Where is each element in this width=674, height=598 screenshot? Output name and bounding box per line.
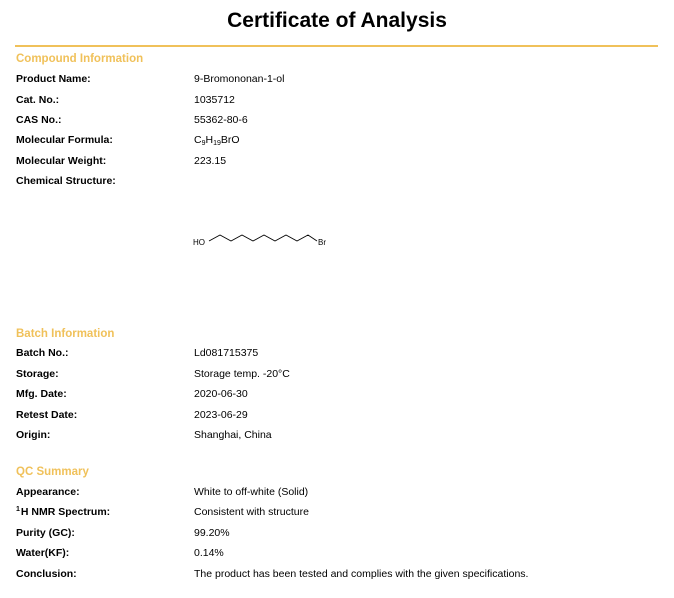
molecular-weight-label: Molecular Weight: — [16, 155, 107, 167]
cas-no-value: 55362-80-6 — [194, 114, 248, 126]
nmr-label — [16, 506, 110, 518]
product-name-label: Product Name: — [16, 73, 91, 85]
page-title: Certificate of Analysis — [227, 9, 447, 32]
retest-date-label: Retest Date: — [16, 409, 78, 421]
water-row — [16, 547, 656, 563]
formula-carbon: C — [194, 134, 202, 146]
batch-no-value: Ld081715375 — [194, 347, 259, 359]
mfg-date-value: 2020-06-30 — [194, 388, 248, 400]
formula-hydrogen-count: 19 — [213, 140, 221, 147]
formula-hydrogen: H — [205, 134, 214, 146]
batch-no-label: Batch No.: — [16, 347, 69, 359]
molecular-formula-value — [194, 134, 240, 147]
conclusion-row — [16, 568, 656, 584]
storage-value: Storage temp. -20°C — [194, 368, 290, 380]
nmr-label-superscript: 1 — [16, 506, 20, 513]
conclusion-value: The product has been tested and complies with the given specifications. — [194, 568, 529, 580]
mfg-date-label: Mfg. Date: — [16, 388, 67, 400]
structure-bromine-label: Br — [318, 238, 326, 247]
section-batch-information-title: Batch Information — [16, 328, 115, 340]
batch-no-row — [16, 347, 656, 363]
molecular-weight-row — [16, 155, 656, 171]
nmr-value: Consistent with structure — [194, 506, 309, 518]
molecular-formula-row — [16, 134, 656, 150]
chemical-structure-row — [16, 175, 656, 191]
formula-carbon-count: 9 — [201, 140, 206, 147]
nmr-label-text: H NMR Spectrum: — [20, 506, 111, 518]
mfg-date-row — [16, 388, 656, 404]
retest-date-row — [16, 409, 656, 425]
chemical-structure-label: Chemical Structure: — [16, 175, 116, 187]
purity-value: 99.20% — [194, 527, 230, 539]
retest-date-value: 2023-06-29 — [194, 409, 248, 421]
appearance-label: Appearance: — [16, 486, 80, 498]
structure-carbon-chain — [209, 235, 317, 241]
cas-no-row — [16, 114, 656, 130]
conclusion-label: Conclusion: — [16, 568, 77, 580]
product-name-row — [16, 73, 656, 89]
structure-hydroxyl-label: HO — [193, 238, 205, 247]
cat-no-label: Cat. No.: — [16, 94, 60, 106]
molecular-formula-label: Molecular Formula: — [16, 134, 113, 146]
cas-no-label: CAS No.: — [16, 114, 62, 126]
storage-label: Storage: — [16, 368, 59, 380]
nmr-row — [16, 506, 656, 522]
molecular-weight-value: 223.15 — [194, 155, 227, 167]
appearance-value: White to off-white (Solid) — [194, 486, 309, 498]
water-label: Water(KF): — [16, 547, 70, 559]
cat-no-row — [16, 94, 656, 110]
purity-row — [16, 527, 656, 543]
origin-row — [16, 429, 656, 445]
product-name-value: 9-Bromononan-1-ol — [194, 73, 285, 85]
purity-label: Purity (GC): — [16, 527, 75, 539]
section-compound-information-title: Compound Information — [16, 53, 144, 65]
formula-rest: BrO — [220, 134, 240, 146]
chemical-structure-diagram — [190, 228, 340, 252]
appearance-row — [16, 486, 656, 502]
section-qc-summary-title: QC Summary — [16, 466, 89, 478]
title-divider — [15, 45, 658, 47]
storage-row — [16, 368, 656, 384]
origin-value: Shanghai, China — [194, 429, 272, 441]
origin-label: Origin: — [16, 429, 51, 441]
water-value: 0.14% — [194, 547, 224, 559]
cat-no-value: 1035712 — [194, 94, 235, 106]
